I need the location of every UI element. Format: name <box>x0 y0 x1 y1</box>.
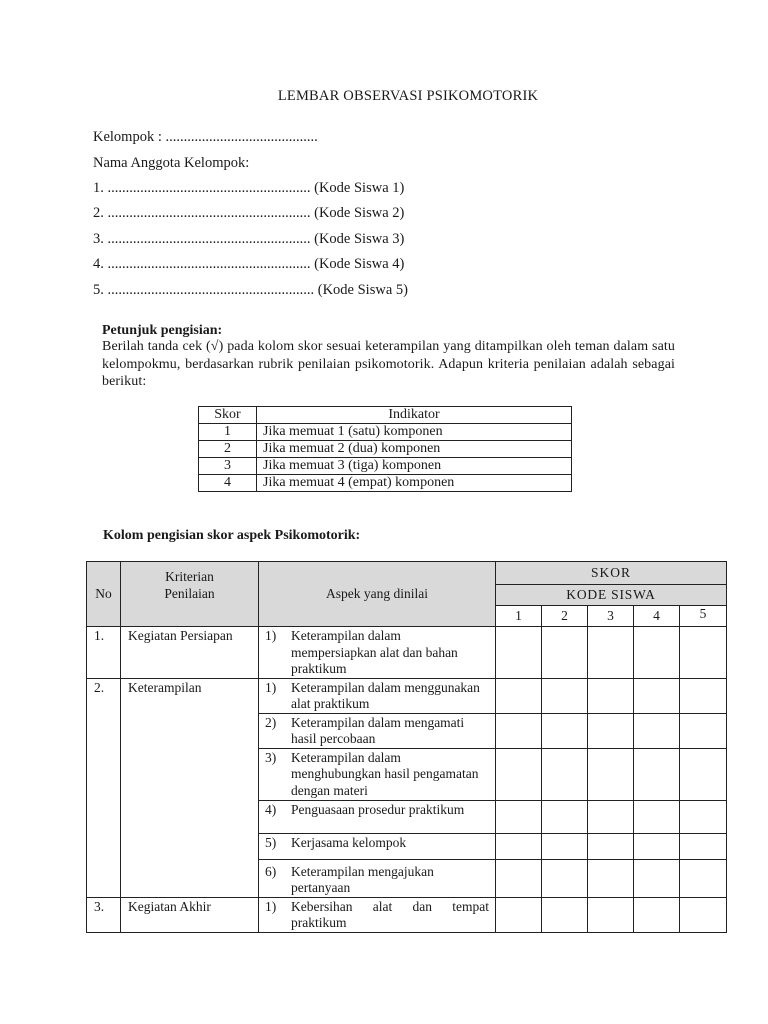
score-cell[interactable] <box>588 800 634 833</box>
aspek-number: 6) <box>265 863 277 879</box>
score-cell[interactable] <box>542 897 588 932</box>
aspek-number: 2) <box>265 714 277 730</box>
score-cell[interactable] <box>588 713 634 748</box>
score-cell[interactable] <box>634 627 680 679</box>
score-cell[interactable] <box>588 627 634 679</box>
rubric-row <box>199 441 572 458</box>
rubric-table <box>198 406 572 492</box>
anggota-line-4[interactable]: 4. ........................................................ (Kode Siswa 4) <box>93 256 405 272</box>
nama-anggota-label: Nama Anggota Kelompok: <box>93 155 250 171</box>
score-cell[interactable] <box>634 713 680 748</box>
table-row <box>87 897 727 932</box>
row-aspek <box>259 859 496 897</box>
score-cell[interactable] <box>542 859 588 897</box>
petunjuk-text: Berilah tanda cek (√) pada kolom skor sesuai keterampilan yang ditampilkan oleh teman dalam satu kelompokmu, berdasarkan rubrik penilaian psikomotorik. Adapun kriteria penilaian adalah sebagai berikut: <box>102 339 675 389</box>
score-cell[interactable] <box>588 748 634 800</box>
header-kode-siswa: KODE SISWA <box>496 585 727 606</box>
score-cell[interactable] <box>588 897 634 932</box>
table-row <box>87 678 727 713</box>
score-cell[interactable] <box>496 897 542 932</box>
kode-2: 2 <box>542 606 588 627</box>
score-cell[interactable] <box>542 833 588 859</box>
score-table <box>86 561 727 933</box>
score-cell[interactable] <box>680 897 727 932</box>
score-cell[interactable] <box>588 833 634 859</box>
score-cell[interactable] <box>680 627 727 679</box>
score-cell[interactable] <box>542 800 588 833</box>
header-aspek: Aspek yang dinilai <box>259 562 496 627</box>
score-cell[interactable] <box>634 800 680 833</box>
aspek-text: Keterampilan dalam menggunakan alat praktikum <box>291 679 480 711</box>
rubric-indikator: Jika memuat 4 (empat) komponen <box>257 475 572 492</box>
rubric-indikator: Jika memuat 3 (tiga) komponen <box>257 458 572 475</box>
rubric-row <box>199 475 572 492</box>
row-aspek <box>259 833 496 859</box>
aspek-number: 4) <box>265 801 277 817</box>
anggota-line-5[interactable]: 5. ......................................................... (Kode Siswa 5) <box>93 282 408 298</box>
rubric-row <box>199 458 572 475</box>
score-cell[interactable] <box>634 897 680 932</box>
row-no: 3. <box>87 897 121 932</box>
score-cell[interactable] <box>496 748 542 800</box>
aspek-text: Keterampilan mengajukan pertanyaan <box>291 863 434 895</box>
row-aspek <box>259 748 496 800</box>
score-cell[interactable] <box>634 748 680 800</box>
aspek-number: 1) <box>265 898 277 914</box>
header-kriteria: Kriterian Penilaian <box>121 562 259 627</box>
score-cell[interactable] <box>542 678 588 713</box>
row-kriteria: Kegiatan Akhir <box>121 897 259 932</box>
row-no: 2. <box>87 678 121 897</box>
row-aspek <box>259 897 496 932</box>
anggota-line-1[interactable]: 1. ........................................................ (Kode Siswa 1) <box>93 180 405 196</box>
score-cell[interactable] <box>542 627 588 679</box>
row-kriteria: Kegiatan Persiapan <box>121 627 259 679</box>
score-cell[interactable] <box>496 627 542 679</box>
petunjuk-title: Petunjuk pengisian: <box>102 323 223 338</box>
kelompok-field[interactable]: Kelompok : .......................................... <box>93 129 318 145</box>
row-aspek <box>259 800 496 833</box>
table-row <box>87 627 727 679</box>
score-cell[interactable] <box>496 713 542 748</box>
kode-5: 5 <box>680 606 727 627</box>
rubric-skor: 2 <box>199 441 257 458</box>
aspek-text: Keterampilan dalam mempersiapkan alat dan bahan praktikum <box>291 628 458 676</box>
score-cell[interactable] <box>496 859 542 897</box>
kolom-title: Kolom pengisian skor aspek Psikomotorik: <box>103 528 361 543</box>
aspek-number: 3) <box>265 749 277 765</box>
rubric-skor: 4 <box>199 475 257 492</box>
aspek-text: Kebersihan alat dan tempat praktikum <box>291 898 489 930</box>
aspek-text: Kerjasama kelompok <box>291 834 407 850</box>
score-cell[interactable] <box>496 800 542 833</box>
score-cell[interactable] <box>680 800 727 833</box>
row-aspek <box>259 627 496 679</box>
score-cell[interactable] <box>496 678 542 713</box>
score-cell[interactable] <box>680 859 727 897</box>
kode-1: 1 <box>496 606 542 627</box>
page-title: LEMBAR OBSERVASI PSIKOMOTORIK <box>277 88 539 104</box>
aspek-text: Penguasaan prosedur praktikum <box>291 801 465 817</box>
kode-3: 3 <box>588 606 634 627</box>
header-no: No <box>87 562 121 627</box>
rubric-skor: 3 <box>199 458 257 475</box>
anggota-line-3[interactable]: 3. ........................................................ (Kode Siswa 3) <box>93 231 405 247</box>
row-no: 1. <box>87 627 121 679</box>
rubric-header-skor: Skor <box>199 407 257 424</box>
rubric-row <box>199 424 572 441</box>
rubric-header-row <box>199 407 572 424</box>
aspek-number: 5) <box>265 834 277 850</box>
score-cell[interactable] <box>542 748 588 800</box>
score-cell[interactable] <box>680 833 727 859</box>
kode-4: 4 <box>634 606 680 627</box>
row-aspek <box>259 713 496 748</box>
score-header-row <box>87 562 727 585</box>
score-cell[interactable] <box>680 748 727 800</box>
score-cell[interactable] <box>588 678 634 713</box>
score-cell[interactable] <box>588 859 634 897</box>
score-cell[interactable] <box>634 859 680 897</box>
rubric-indikator: Jika memuat 1 (satu) komponen <box>257 424 572 441</box>
score-cell[interactable] <box>634 678 680 713</box>
aspek-text: Keterampilan dalam mengamati hasil percobaan <box>291 714 465 746</box>
anggota-line-2[interactable]: 2. ........................................................ (Kode Siswa 2) <box>93 205 405 221</box>
score-cell[interactable] <box>634 833 680 859</box>
row-aspek <box>259 678 496 713</box>
header-skor: SKOR <box>496 562 727 585</box>
score-cell[interactable] <box>496 833 542 859</box>
score-cell[interactable] <box>542 713 588 748</box>
score-cell[interactable] <box>680 713 727 748</box>
rubric-indikator: Jika memuat 2 (dua) komponen <box>257 441 572 458</box>
aspek-number: 1) <box>265 679 277 695</box>
aspek-text: Keterampilan dalam menghubungkan hasil pengamatan dengan materi <box>291 749 479 798</box>
score-cell[interactable] <box>680 678 727 713</box>
aspek-number: 1) <box>265 628 277 643</box>
rubric-header-indikator: Indikator <box>257 407 572 424</box>
row-kriteria: Keterampilan <box>121 678 259 897</box>
rubric-skor: 1 <box>199 424 257 441</box>
